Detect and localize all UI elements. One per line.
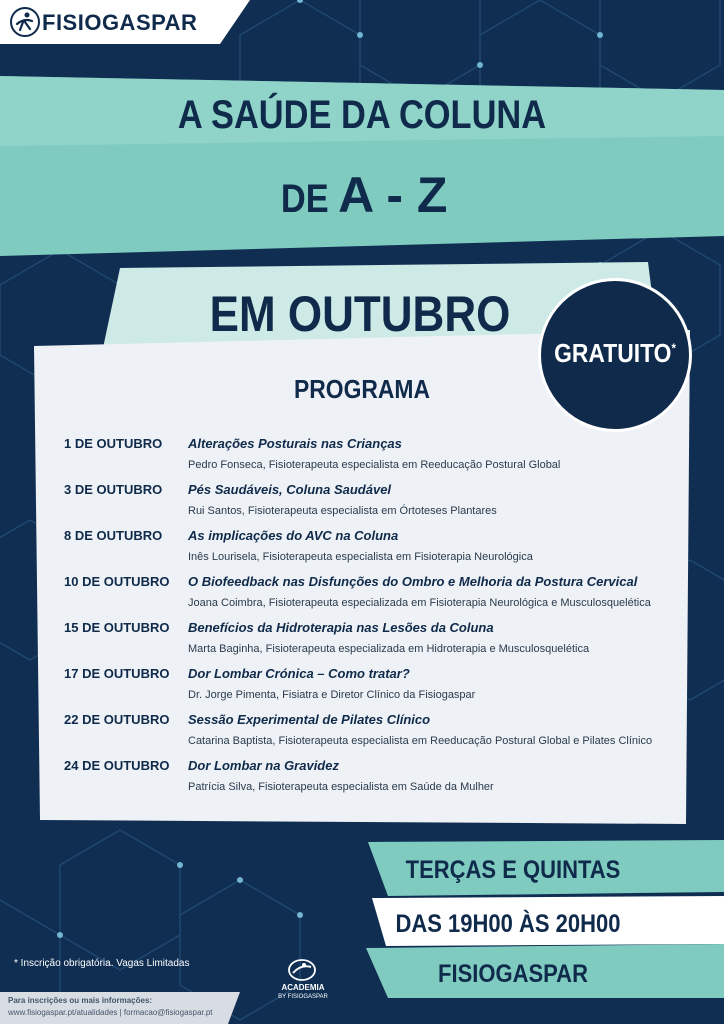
schedule-days: TERÇAS E QUINTAS	[405, 856, 621, 884]
session-speaker: Marta Baginha, Fisioterapeuta especializada em Hidroterapia e Musculosquelética	[188, 643, 590, 655]
session-date: 24 DE OUTUBRO	[64, 758, 170, 773]
free-badge-label	[549, 338, 681, 369]
session-title: Dor Lombar Crónica – Como tratar?	[188, 666, 410, 681]
schedule-place: FISIOGASPAR	[438, 960, 588, 988]
session-date: 17 DE OUTUBRO	[64, 666, 170, 681]
session-speaker: Catarina Baptista, Fisioterapeuta especialista em Reeducação Postural Global e Pilates Clínico	[188, 735, 653, 747]
session-speaker: Patrícia Silva, Fisioterapeuta especialista em Saúde da Mulher	[188, 781, 494, 793]
title-line-2	[0, 166, 724, 224]
session-speaker: Inês Lourisela, Fisioterapeuta especialista em Fisioterapia Neurológica	[188, 551, 533, 563]
schedule-hours: DAS 19H00 ÀS 20H00	[395, 910, 621, 938]
session-speaker: Rui Santos, Fisioterapeuta especialista em Órtoteses Plantares	[188, 505, 497, 517]
academy-swoosh-icon	[287, 958, 317, 982]
title-line-1: A SAÚDE DA COLUNA	[177, 93, 547, 137]
contact-heading: Para inscrições ou mais informações:	[8, 996, 153, 1005]
session-title: Alterações Posturais nas Crianças	[188, 436, 402, 451]
session-title: Sessão Experimental de Pilates Clínico	[188, 712, 431, 727]
runner-logo-icon	[10, 7, 40, 37]
session-speaker: Joana Coimbra, Fisioterapeuta especializada em Fisioterapia Neurológica e Musculosquelética	[188, 597, 651, 609]
session-date: 1 DE OUTUBRO	[64, 436, 163, 451]
title-az: A - Z	[338, 167, 448, 223]
brand-name: FISIOGASPAR	[42, 10, 198, 35]
session-date: 8 DE OUTUBRO	[64, 528, 163, 543]
contact-links[interactable]: www.fisiogaspar.pt/atualidades | formacao@fisiogaspar.pt	[8, 1008, 213, 1017]
session-title: Pés Saudáveis, Coluna Saudável	[188, 482, 392, 497]
badge-asterisk: *	[671, 340, 676, 356]
program-heading: PROGRAMA	[293, 374, 431, 404]
academy-by: BY FISIOGASPAR	[278, 994, 328, 1000]
session-title: O Biofeedback nas Disfunções do Ombro e Melhoria da Postura Cervical	[188, 574, 638, 589]
session-date: 15 DE OUTUBRO	[64, 620, 170, 635]
session-date: 10 DE OUTUBRO	[64, 574, 170, 589]
session-title: Dor Lombar na Gravidez	[188, 758, 339, 773]
session-title: Benefícios da Hidroterapia nas Lesões da Coluna	[188, 620, 494, 635]
month-heading: EM OUTUBRO	[209, 286, 511, 342]
registration-note: * Inscrição obrigatória. Vagas Limitadas	[14, 958, 190, 969]
session-speaker: Dr. Jorge Pimenta, Fisiatra e Diretor Clínico da Fisiogaspar	[188, 689, 476, 701]
session-speaker: Pedro Fonseca, Fisioterapeuta especialista em Reeducação Postural Global	[188, 459, 561, 471]
session-title: As implicações do AVC na Coluna	[188, 528, 399, 543]
session-date: 22 DE OUTUBRO	[64, 712, 170, 727]
session-date: 3 DE OUTUBRO	[64, 482, 163, 497]
title-prefix: DE	[280, 177, 329, 221]
badge-text: GRATUITO	[554, 338, 672, 368]
academy-name: ACADEMIA	[281, 983, 325, 992]
